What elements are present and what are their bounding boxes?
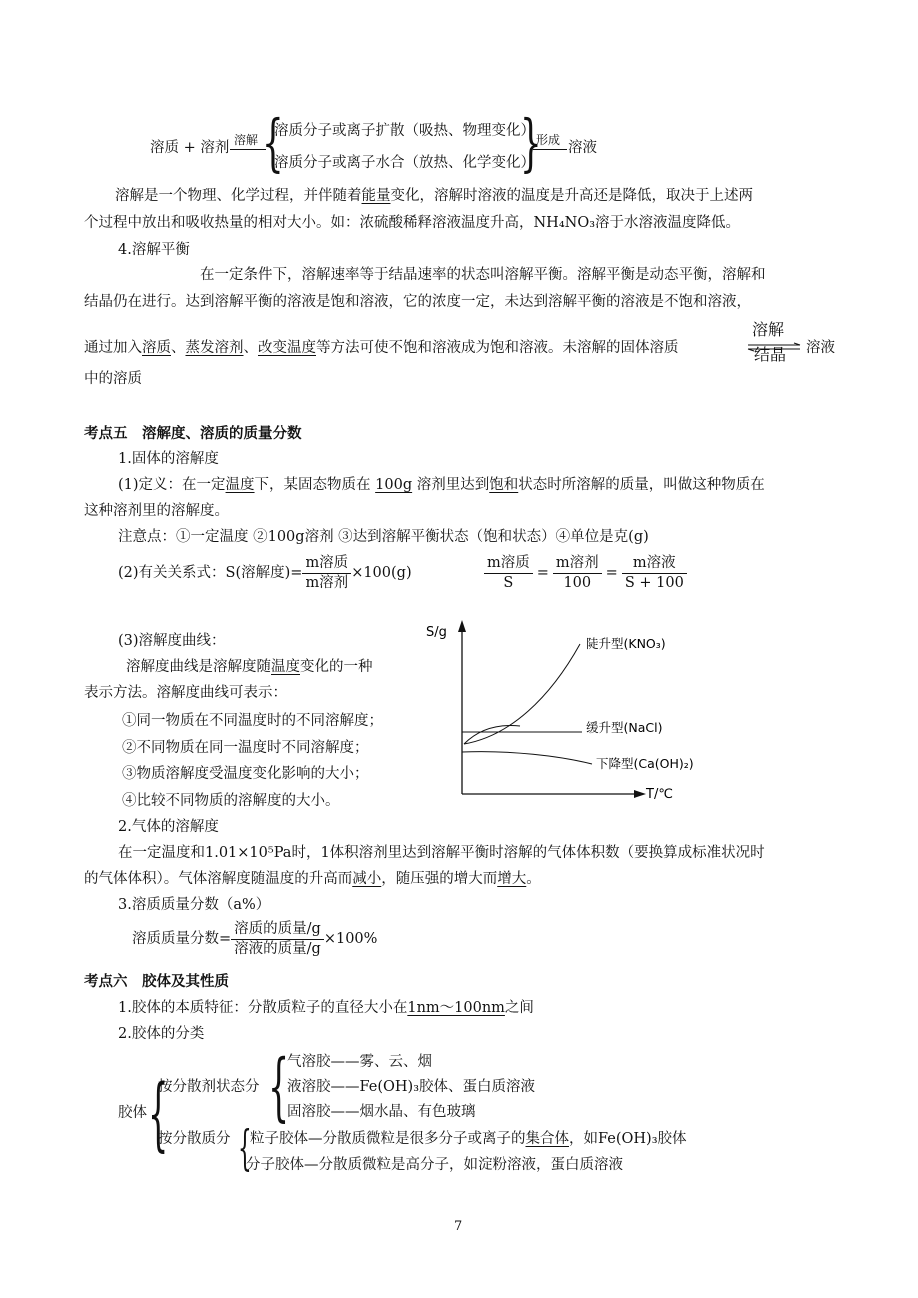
medium-item-liquid: 液溶胶——Fe(OH)₃胶体、蛋白质溶液 <box>287 1079 536 1095</box>
equilibrium-bottom-label: 结晶 <box>754 345 787 364</box>
scheme-lhs: 溶质 + 溶剂 <box>150 140 230 156</box>
kd5-definition-line2: 这种溶剂里的溶解度。 <box>84 503 229 519</box>
mass-fraction-formula: 溶质质量分数= $\frac{\text{溶质的质量/g}}{\text{溶液的质量/g}}$ ×100% <box>132 921 378 957</box>
y-axis-label: S/g <box>426 625 447 640</box>
medium-item-solid: 固溶胶——烟水晶、有色玻璃 <box>287 1104 476 1120</box>
curve-falling <box>462 752 592 764</box>
legend-steep: 陡升型(KNO₃) <box>586 636 666 651</box>
kd5-title: 考点五 溶解度、溶质的质量分数 <box>84 425 302 442</box>
legend-falling: 下降型(Ca(OH)₂) <box>596 756 694 771</box>
curve-steep-rise <box>464 644 580 744</box>
sec4-line2: 结晶仍在进行。达到溶解平衡的溶液是饱和溶液，它的浓度一定，未达到溶解平衡的溶液是不饱和溶液， <box>84 294 751 310</box>
scheme-arrow-label-form: 形成 <box>536 133 561 147</box>
gas-line1: 在一定温度和1.01×10⁵Pa时，1体积溶剂里达到溶解平衡时溶解的气体体积数（要换算成标准状况时 <box>118 845 765 861</box>
curve-title: (3)溶解度曲线： <box>118 633 226 649</box>
sec4-line3: 通过加入溶质、蒸发溶剂、改变温度等方法可使不饱和溶液成为饱和溶液。未溶解的固体溶质 <box>84 340 679 356</box>
kd5-s3: 3.溶质质量分数（a%） <box>118 897 271 913</box>
medium-item-gas: 气溶胶——雾、云、烟 <box>287 1054 432 1070</box>
section-4-title: 4.溶解平衡 <box>118 242 190 258</box>
group-by-medium: 按分散剂状态分 <box>158 1079 260 1095</box>
curve-item-2: ②不同物质在同一温度时不同溶解度； <box>122 740 369 756</box>
y-axis-arrow <box>458 620 466 632</box>
scheme-branch-hydrate: 溶质分子或离子水合（放热、化学变化） <box>274 155 535 171</box>
scheme-arrow-line <box>230 149 266 150</box>
kd6-s1: 1.胶体的本质特征：分散质粒子的直径大小在1nm～100nm之间 <box>118 1000 534 1016</box>
sec4-line3-end: 溶液 <box>806 340 835 356</box>
page-number: 7 <box>454 1219 463 1234</box>
scheme-arrow-line-2 <box>533 149 567 150</box>
kd6-title: 考点六 胶体及其性质 <box>84 973 229 990</box>
group-by-dispersed: 按分散质分 <box>158 1131 231 1147</box>
solubility-chart <box>420 618 694 808</box>
dispersed-brace: { <box>238 1120 252 1176</box>
x-axis-arrow <box>634 790 646 798</box>
curve-item-1: ①同一物质在不同温度时的不同溶解度； <box>122 713 383 729</box>
kd5-s2: 2.气体的溶解度 <box>118 819 219 835</box>
dispersed-item-particle: 粒子胶体—分散质微粒是很多分子或离子的集合体，如Fe(OH)₃胶体 <box>250 1131 687 1147</box>
gas-line2: 的气体体积）。气体溶解度随温度的升高而减小，随压强的增大而增大。 <box>84 871 541 887</box>
colloid-root: 胶体 <box>118 1105 147 1121</box>
scheme-branch-diffuse: 溶质分子或离子扩散（吸热、物理变化） <box>274 123 535 139</box>
scheme-arrow-label-dissolve: 溶解 <box>234 133 259 147</box>
equilibrium-top-label: 溶解 <box>752 320 785 339</box>
curve-item-4: ④比较不同物质的溶解度的大小。 <box>122 793 340 809</box>
curve-item-3: ③物质溶解度受温度变化影响的大小； <box>122 766 369 782</box>
medium-brace: { <box>268 1044 290 1130</box>
sec4-line1: 在一定条件下，溶解速率等于结晶速率的状态叫溶解平衡。溶解平衡是动态平衡，溶解和 <box>200 267 766 283</box>
scheme-left-brace: { <box>262 106 284 179</box>
dispersed-item-molecular: 分子胶体—分散质微粒是高分子，如淀粉溶液，蛋白质溶液 <box>246 1157 623 1173</box>
scheme-right-brace: } <box>520 106 542 179</box>
para-dissolve-line2: 个过程中放出和吸收热量的相对大小。如：浓硫酸稀释溶液温度升高，NH₄NO₃溶于水溶液温度降低。 <box>84 215 741 231</box>
para-dissolve-line1: 溶解是一个物理、化学过程，并伴随着能量变化，溶解时溶液的温度是升高还是降低，取决于上述两 <box>115 188 753 204</box>
kd5-s1: 1.固体的溶解度 <box>118 451 219 467</box>
x-axis-label: T/℃ <box>646 787 673 802</box>
scheme-rhs: 溶液 <box>568 140 597 156</box>
relation-formula-2: $\frac{\text{m溶质}}{S}$ = $\frac{\text{m溶剂}}{100}$ = $\frac{\text{m溶液}}{S + 100}$ <box>484 556 687 590</box>
curve-desc-line1: 溶解度曲线是溶解度随温度变化的一种 <box>126 659 373 675</box>
relation-formula-1: (2)有关关系式：S(溶解度)= $\frac{\text{m溶质}}{\text{m溶剂}}$ ×100(g) <box>118 555 412 591</box>
kd6-s2: 2.胶体的分类 <box>118 1026 205 1042</box>
kd5-notes: 注意点：①一定温度 ②100g溶剂 ③达到溶解平衡状态（饱和状态）④单位是克(g) <box>118 529 649 545</box>
sec4-line4: 中的溶质 <box>84 371 142 387</box>
root-brace: { <box>148 1067 169 1160</box>
curve-desc-line2: 表示方法。溶解度曲线可表示： <box>84 685 287 701</box>
legend-slow: 缓升型(NaCl) <box>586 720 663 735</box>
kd5-definition-line1: (1)定义：在一定温度下，某固态物质在 100g 溶剂里达到饱和状态时所溶解的质量，叫做这种物质在 <box>118 477 765 493</box>
